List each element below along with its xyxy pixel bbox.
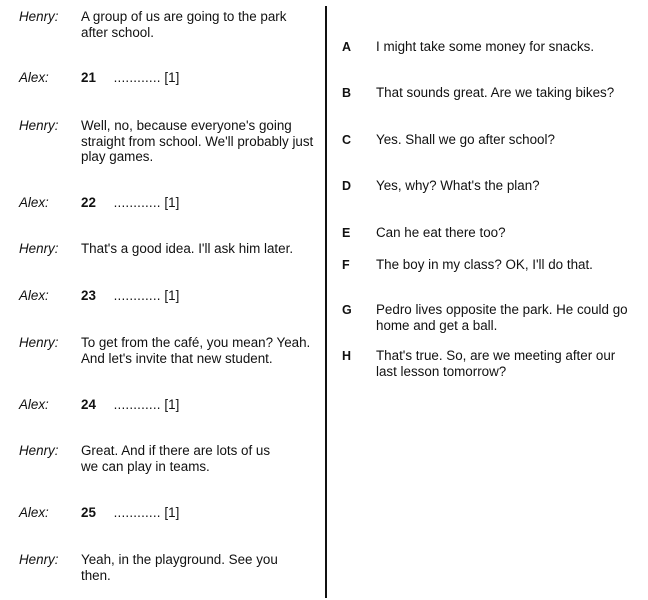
speaker-label: Henry: xyxy=(19,118,59,133)
speaker-label: Henry: xyxy=(19,552,59,567)
option-text: That sounds great. Are we taking bikes? xyxy=(376,85,615,100)
dialogue-text: A group of us are going to the park after school. xyxy=(81,9,287,40)
dialogue-text: To get from the café, you mean? Yeah. And let's invite that new student. xyxy=(81,335,311,366)
question-number: 21 xyxy=(81,70,96,85)
dialogue-text: Well, no, because everyone's going straight from school. We'll probably just play games. xyxy=(81,118,314,164)
blank-dots: ............ xyxy=(113,288,161,303)
dialogue-text: That's a good idea. I'll ask him later. xyxy=(81,241,294,256)
option-letter: A xyxy=(342,40,352,54)
speaker-label: Henry: xyxy=(19,9,59,24)
speaker-label: Alex: xyxy=(19,505,49,520)
option-letter: H xyxy=(342,349,352,363)
blank-dots: ............ xyxy=(113,70,161,85)
speaker-label: Alex: xyxy=(19,195,49,210)
question-number: 23 xyxy=(81,288,96,303)
option-text: Yes. Shall we go after school? xyxy=(376,132,555,147)
option-text: Can he eat there too? xyxy=(376,225,506,240)
answer-blank-25[interactable] xyxy=(81,505,323,521)
option-letter: C xyxy=(342,133,352,147)
speaker-label: Alex: xyxy=(19,70,49,85)
option-letter: B xyxy=(342,86,352,100)
speaker-label: Alex: xyxy=(19,397,49,412)
option-text: That's true. So, are we meeting after our last lesson tomorrow? xyxy=(376,348,616,379)
option-text: The boy in my class? OK, I'll do that. xyxy=(376,257,593,272)
blank-dots: ............ xyxy=(113,195,161,210)
answer-blank-23[interactable] xyxy=(81,288,323,304)
column-divider xyxy=(325,6,327,598)
speaker-label: Henry: xyxy=(19,335,59,350)
mark-label: [1] xyxy=(164,195,180,210)
speaker-label: Henry: xyxy=(19,443,59,458)
option-text: Pedro lives opposite the park. He could go home and get a ball. xyxy=(376,302,628,333)
answer-blank-21[interactable] xyxy=(81,70,323,86)
question-number: 24 xyxy=(81,397,96,412)
option-letter: D xyxy=(342,179,352,193)
option-text: Yes, why? What's the plan? xyxy=(376,178,540,193)
mark-label: [1] xyxy=(164,70,180,85)
dialogue-text: Yeah, in the playground. See you then. xyxy=(81,552,278,583)
option-letter: F xyxy=(342,258,350,272)
option-text: I might take some money for snacks. xyxy=(376,39,595,54)
answer-blank-24[interactable] xyxy=(81,397,323,413)
mark-label: [1] xyxy=(164,505,180,520)
option-letter: G xyxy=(342,303,352,317)
answer-blank-22[interactable] xyxy=(81,195,323,211)
mark-label: [1] xyxy=(164,397,180,412)
speaker-label: Alex: xyxy=(19,288,49,303)
mark-label: [1] xyxy=(164,288,180,303)
question-number: 22 xyxy=(81,195,96,210)
question-number: 25 xyxy=(81,505,96,520)
option-letter: E xyxy=(342,226,351,240)
blank-dots: ............ xyxy=(113,397,161,412)
dialogue-text: Great. And if there are lots of us we can play in teams. xyxy=(81,443,271,474)
blank-dots: ............ xyxy=(113,505,161,520)
speaker-label: Henry: xyxy=(19,241,59,256)
